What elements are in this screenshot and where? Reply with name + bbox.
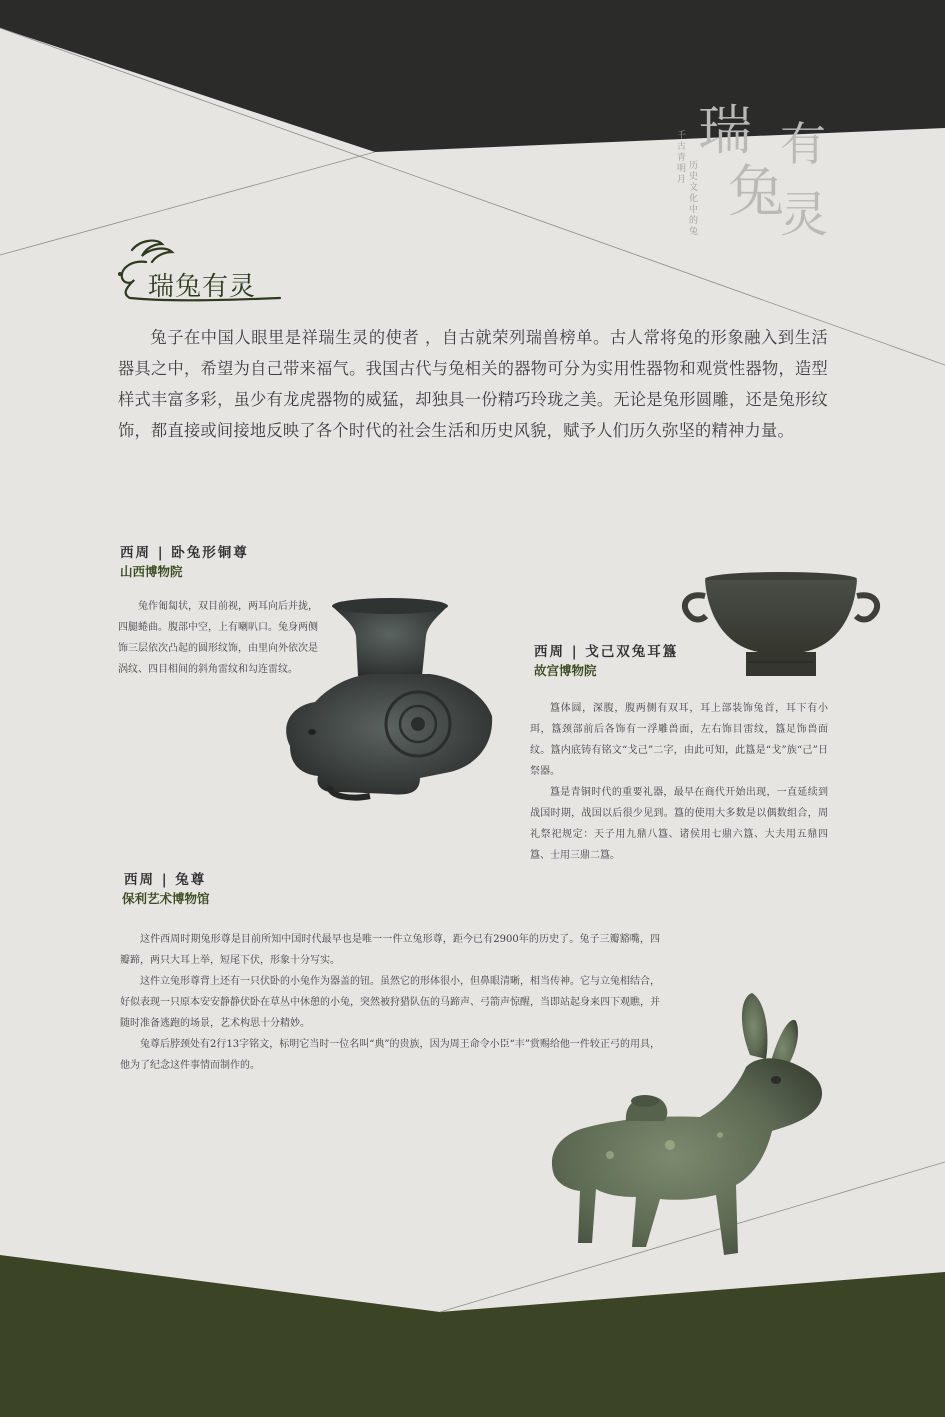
artifact-1-paragraph: 兔作匍匐状，双目前视，两耳向后并拢，四腿蜷曲。腹部中空，上有喇叭口。兔身两侧饰三层依次凸起的圆形纹饰，由里向外依次是涡纹、四目相间的斜角雷纹和勾连雷纹。 <box>118 601 318 675</box>
standing-rabbit-zun-image <box>540 985 830 1270</box>
corner-char-ling: 灵 <box>780 187 829 243</box>
artifact-3-paragraph: 这件西周时期兔形尊是目前所知中国时代最早也是唯一一件立兔形尊，距今已有2900年的历史了。兔子三瓣豁嘴，四瓣蹄，两只大耳上举，短尾下伏，形象十分写实。 <box>120 934 660 966</box>
artifact-3-paragraph: 这件立兔形尊背上还有一只伏卧的小兔作为器盖的钮。虽然它的形体很小，但鼻眼清晰，相当传神。它与立兔相结合，好似表现一只原本安安静静伏卧在草丛中休憩的小兔，突然被狩猎队伍的马蹄声、弓箭声惊醒，当即站起身来四下观瞧，并随时准备逃跑的场景，艺术构思十分精妙。 <box>120 976 660 1029</box>
artifact-2-paragraph: 簋是青铜时代的重要礼器，最早在商代开始出现，一直延续到战国时期，战国以后很少见到。簋的使用大多数是以偶数组合，周礼祭祀规定：天子用九鼎八簋、诸侯用七鼎六簋、大夫用五鼎四簋、士用三鼎二簋。 <box>530 787 828 861</box>
corner-char-you: 有 <box>780 117 826 171</box>
intro-paragraph: 兔子在中国人眼里是祥瑞生灵的使者 ，自古就荣列瑞兽榜单。古人常将兔的形象融入到生活器具之中，希望为自己带来福气。我国古代与兔相关的器物可分为实用性器物和观赏性器物，造型样式丰富多彩，虽少有龙虎器物的威猛，却独具一份精巧玲珑之美。无论是兔形圆雕，还是兔形纹饰，都直接或间接地反映了各个时代的社会生活和历史风貌，赋予人们历久弥坚的精神力量。 <box>118 328 828 440</box>
double-rabbit-ear-gui-image <box>676 570 886 682</box>
reclining-rabbit-zun-image <box>270 596 495 802</box>
artifact-3-title: 西周 | 兔尊 <box>124 872 207 888</box>
artifact-1-museum: 山西博物院 <box>120 564 183 579</box>
corner-vertical-text: 千古青明月 <box>675 130 685 185</box>
corner-char-rui: 瑞 <box>698 99 752 162</box>
corner-char-tu: 兔 <box>728 160 784 225</box>
artifact-2-museum: 故宫博物院 <box>534 663 597 678</box>
artifact-3-museum: 保利艺术博物馆 <box>122 891 210 906</box>
bottom-green-band <box>0 1255 945 1417</box>
corner-vertical-text: 历史文化中的兔 <box>687 160 697 237</box>
artifact-2-description <box>530 698 828 866</box>
artifact-3-paragraph: 兔尊后脖颈处有2行13字铭文，标明它当时一位名叫“典”的贵族，因为周王命令小臣“丰”赏赐给他一件较正弓的用具，他为了纪念这件事情而制作的。 <box>120 1039 660 1071</box>
artifact-2-title: 西周 | 戈己双兔耳簋 <box>534 644 679 660</box>
section-heading: 瑞兔有灵 <box>148 272 257 302</box>
artifact-2-paragraph: 簋体圆，深腹，腹两侧有双耳，耳上部装饰兔首，耳下有小珥，簋颈部前后各饰有一浮雕兽面，左右饰目雷纹，簋足饰兽面纹。簋内底铸有铭文“戈己”二字，由此可知，此簋是“戈”族“己”日祭器。 <box>530 703 828 777</box>
artifact-1-title: 西周 | 卧兔形铜尊 <box>120 545 249 561</box>
